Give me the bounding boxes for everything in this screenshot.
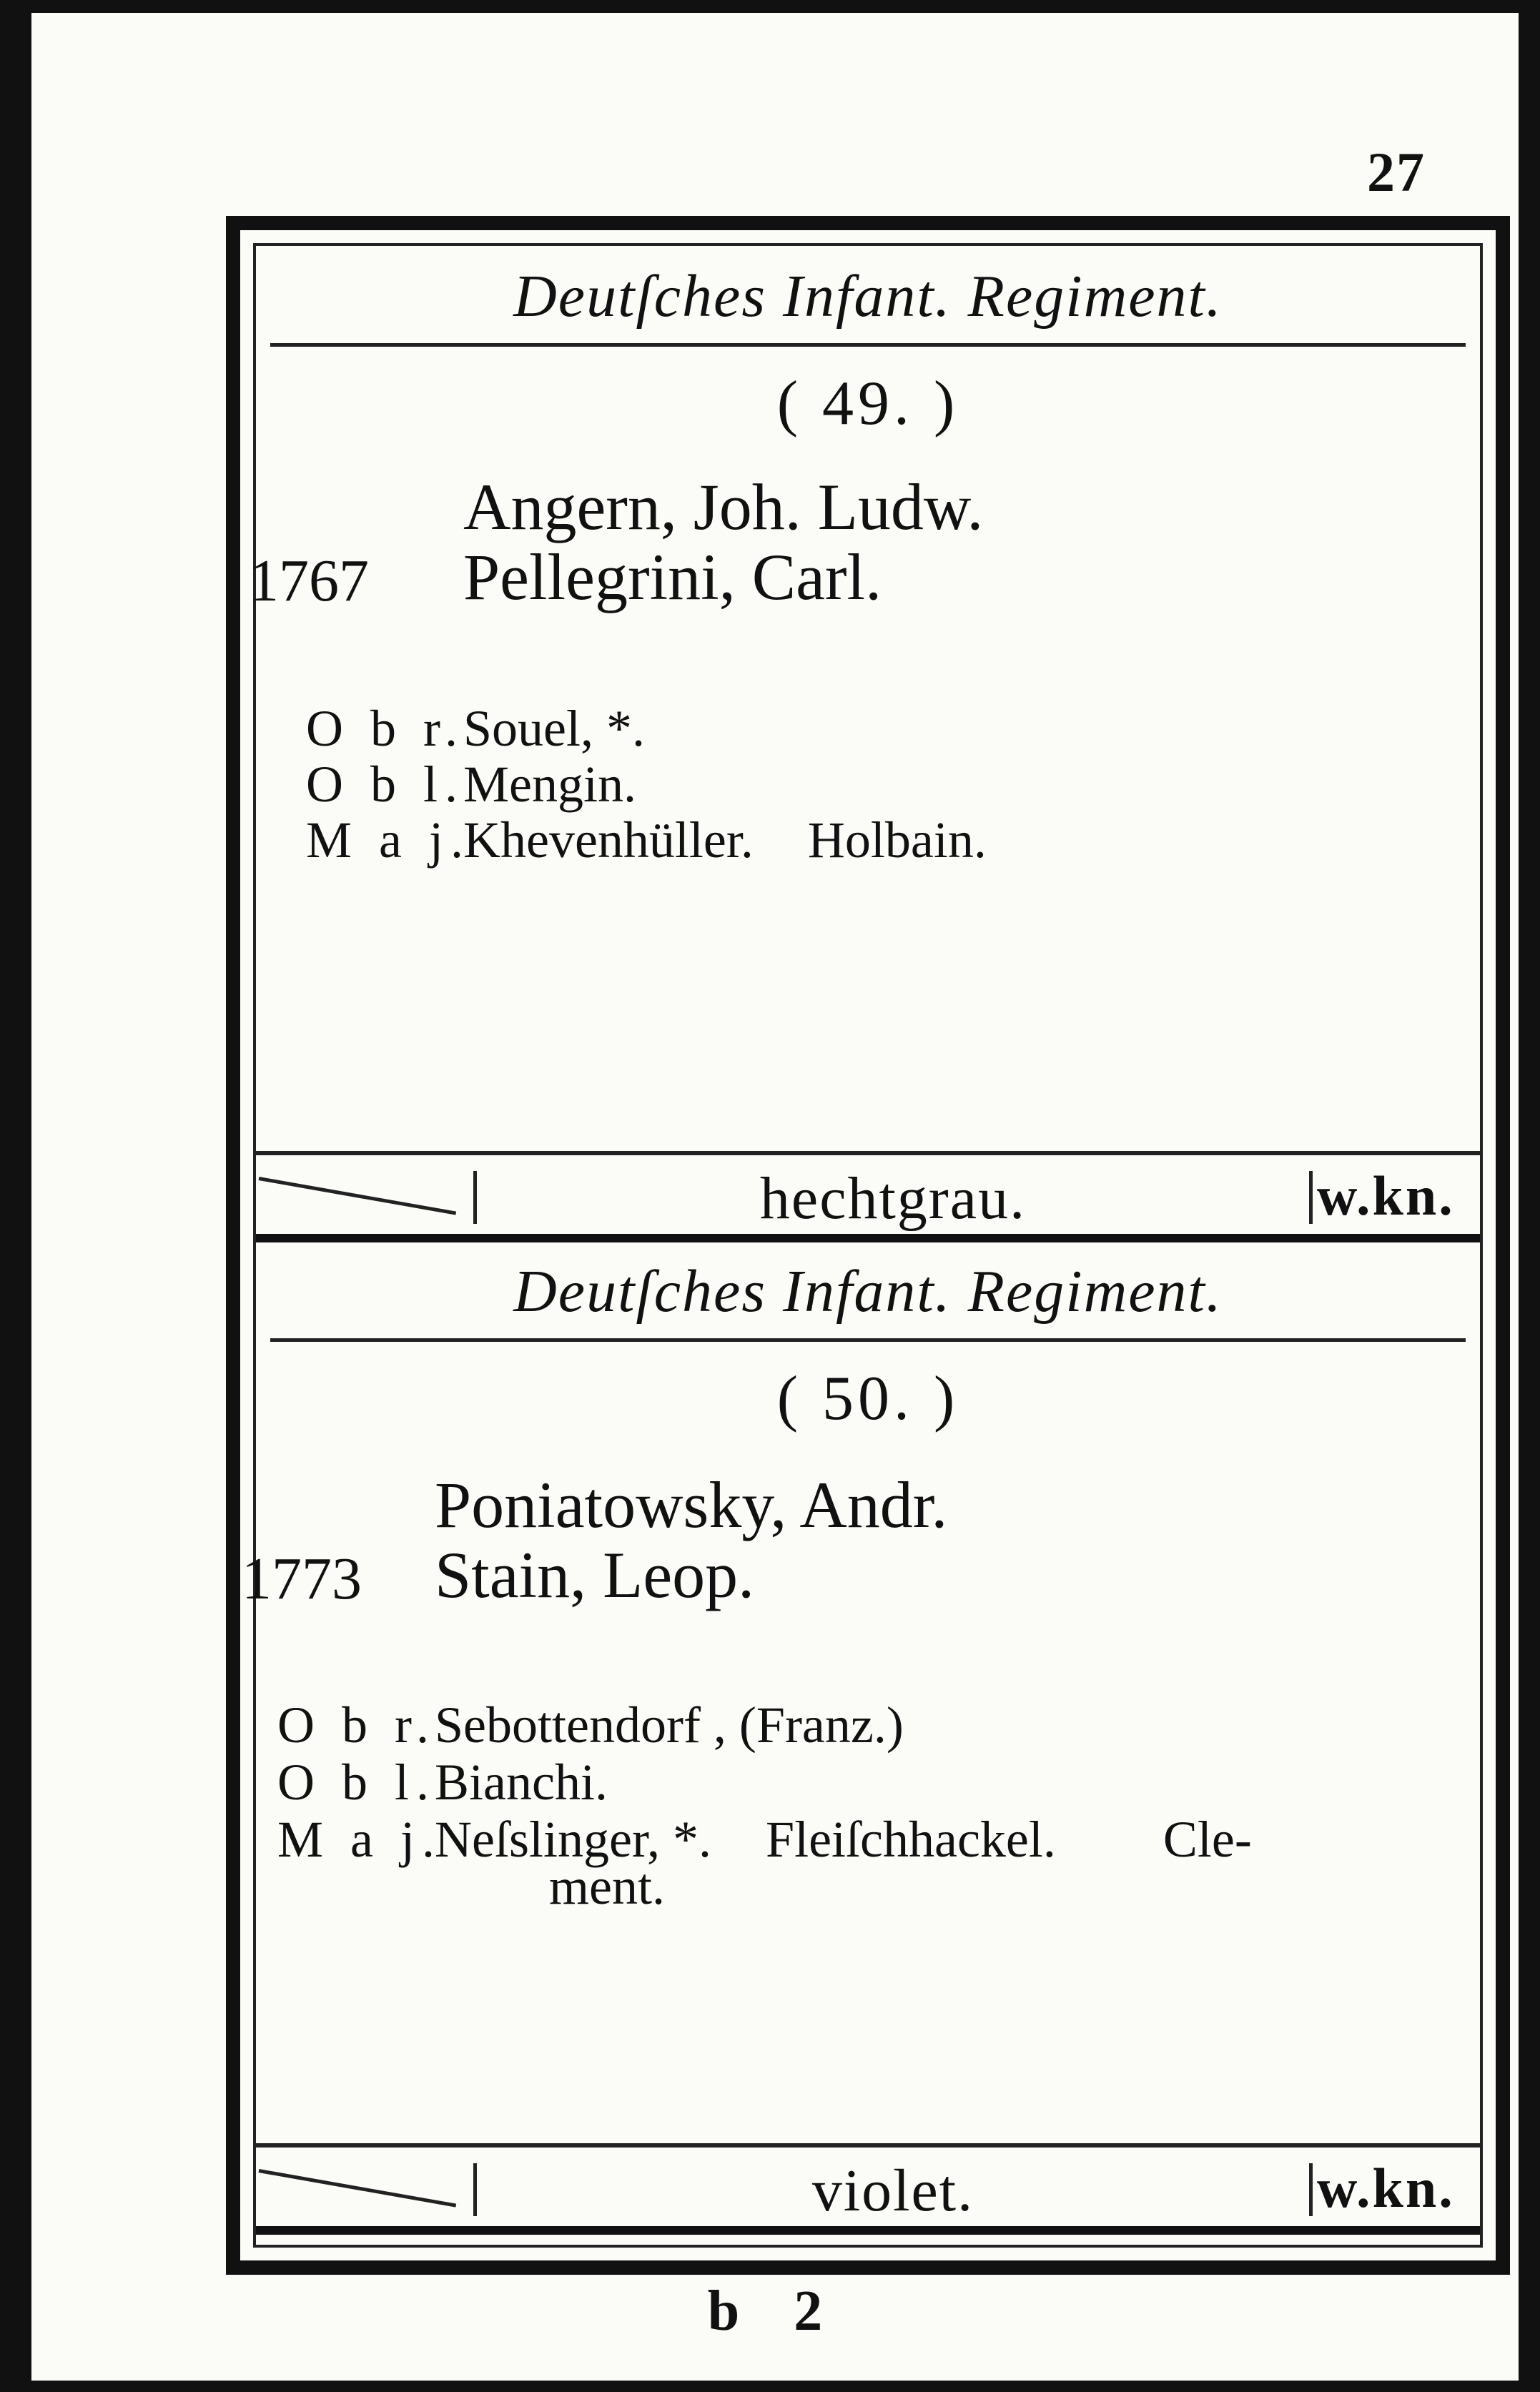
- officer-names-obl: Mengin.: [463, 756, 636, 813]
- page-number: 27: [1367, 141, 1426, 203]
- bar-separator: [473, 2163, 477, 2216]
- rank-obl: O b l.: [277, 1754, 436, 1811]
- regiment-number: ( 50. ): [776, 1364, 959, 1433]
- regiment-section-50: [242, 1241, 1480, 2246]
- officer-names-maj-extra2: Cle-: [1163, 1811, 1252, 1868]
- bar-separator: [1309, 2163, 1313, 2216]
- signature-mark: b 2: [707, 2280, 843, 2343]
- officer-row-obr: [277, 1696, 904, 1755]
- rank-maj: M a j.: [277, 1811, 442, 1868]
- facing-color: violet.: [811, 2158, 974, 2224]
- officer-names-obr: Souel, *.: [463, 700, 646, 757]
- officer-names-maj: Khevenhüller.: [463, 811, 754, 869]
- owner-year: 1773: [242, 1546, 362, 1612]
- owner-name-1: Angern, Joh. Ludw.: [463, 470, 984, 543]
- officer-names-maj-extra: Fleiſchhackel.: [766, 1811, 1056, 1868]
- regiment-title: [256, 1257, 1480, 1326]
- rank-obr: O b r.: [277, 1696, 436, 1754]
- facing-color: hechtgrau.: [759, 1165, 1027, 1232]
- title-rule: [270, 343, 1466, 347]
- button-color: w.kn.: [1317, 1165, 1455, 1227]
- officer-names-maj-extra: Holbain.: [807, 811, 987, 869]
- officer-row-obl: [306, 755, 636, 814]
- officer-names-maj: Neſslinger, *.: [435, 1811, 712, 1868]
- owner-name-2: Pellegrini, Carl.: [463, 540, 882, 613]
- rank-obr: O b r.: [306, 700, 465, 757]
- rank-obl: O b l.: [306, 756, 465, 813]
- page: [31, 13, 1519, 2381]
- officer-continuation: ment.: [549, 1858, 665, 1915]
- title-rule: [270, 1338, 1466, 1342]
- bar-separator: [1309, 1171, 1313, 1224]
- facing-bar: [256, 2143, 1480, 2235]
- officer-row-obl: [277, 1753, 608, 1812]
- officer-names-obl: Bianchi.: [435, 1754, 608, 1811]
- regiment-title: [256, 262, 1480, 331]
- officer-row-maj: [277, 1810, 1252, 1869]
- regiment-number: ( 49. ): [776, 369, 959, 438]
- owner-name-1: Poniatowsky, Andr.: [435, 1468, 948, 1541]
- slash-mark: [259, 2169, 457, 2208]
- slash-mark: [259, 1177, 457, 1215]
- rank-maj: M a j.: [306, 811, 470, 869]
- regiment-title-text: Deutſches Infant. Regiment.: [513, 263, 1223, 330]
- regiment-table-frame: [226, 216, 1510, 2275]
- owner-name-2: Stain, Leop.: [435, 1538, 755, 1611]
- regiment-title-text: Deutſches Infant. Regiment.: [513, 1258, 1223, 1325]
- regiment-table-inner: [242, 243, 1483, 2248]
- officer-row-obr: [306, 699, 645, 758]
- officer-row-maj: [306, 811, 987, 870]
- button-color: w.kn.: [1317, 2157, 1455, 2219]
- regiment-section-49: [249, 246, 1480, 1241]
- bar-separator: [473, 1171, 477, 1224]
- facing-bar: [256, 1151, 1480, 1242]
- owner-year: 1767: [249, 548, 369, 614]
- officer-names-obr: Sebottendorf , (Franz.): [435, 1696, 904, 1754]
